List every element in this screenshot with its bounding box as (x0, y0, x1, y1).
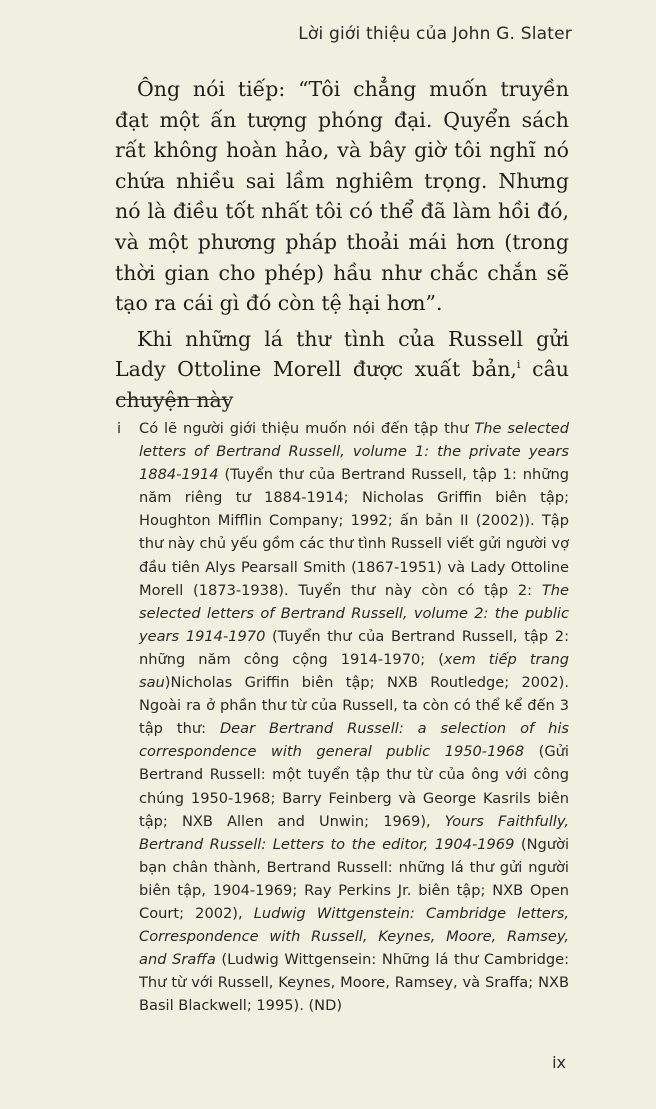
running-head: Lời giới thiệu của John G. Slater (298, 24, 572, 44)
page-number: ix (552, 1053, 566, 1072)
footnote-reference: i (516, 358, 521, 372)
body-paragraph (115, 324, 569, 416)
footnote-segment: (Ludwig Wittgensein: Những lá thư Cambridge: Thư từ với Russell, Keynes, Moore, Ramsey, và Sraffa; NXB Basil Blackwell; 1995). (ND) (139, 951, 569, 1015)
footnote-segment-italic: Ludwig Wittgenstein: Cambridge letters, Correspondence with Russell, Keynes, Moore, Ramsey, and Sraffa (139, 904, 569, 969)
footnote-segment-italic: xem tiếp trang sau (139, 650, 569, 692)
paragraph-text: câu chuyện này (115, 357, 569, 412)
footnote-segment: (Gửi Bertrand Russell: một tuyển tập thư từ của ông với công chúng 1950-1968; Barry Feinberg và George Kasrils biên tập; NXB Allen and Unwin; 1969), (139, 743, 569, 830)
footnote-segment: (Tuyển thư của Bertrand Russell, tập 1: những năm riêng tư 1884-1914; Nicholas Griffin biên tập; Houghton Mifflin Company; 1992; ấn bản II (2002)). Tập thư này chủ yếu gồm các thư tình Russell viết gửi người vợ đầu tiên Alys Pearsall Smith (1867-1951) và Lady Ottoline Morell (1873-1938). Tuyển thư này còn có tập 2: (139, 466, 569, 599)
footnote-segment: )Nicholas Griffin biên tập; NXB Routledge; 2002). Ngoài ra ở phần thư từ của Russell, ta còn có thể kể đến 3 tập thư: (139, 674, 569, 738)
footnote-divider (117, 399, 229, 400)
body-paragraph: Ông nói tiếp: “Tôi chẳng muốn truyền đạt một ấn tượng phóng đại. Quyển sách rất không hoàn hảo, và bây giờ tôi nghĩ nó chứa nhiều sai lầm nghiêm trọng. Nhưng nó là điều tốt nhất tôi có thể đã làm hồi đó, và một phương pháp thoải mái hơn (trong thời gian cho phép) hầu như chắc chắn sẽ tạo ra cái gì đó còn tệ hại hơn”. (115, 77, 569, 316)
paragraph-text: Khi những lá thư tình của Russell gửi Lady Ottoline Morell được xuất bản, (115, 326, 569, 382)
footnote-segment-italic: Yours Faithfully, Bertrand Russell: Letters to the editor, 1904-1969 (139, 812, 569, 853)
footnote-segment-italic: The selected letters of Bertrand Russell, volume 2: the public years 1914-1970 (139, 581, 569, 645)
footnote-segment: (Người bạn chân thành, Bertrand Russell: những lá thư gửi người biên tập, 1904-1969; Ray Perkins Jr. biên tập; NXB Open Court; 2002), (139, 835, 569, 922)
main-text (115, 74, 569, 416)
footnote-segment: Có lẽ người giới thiệu muốn nói đến tập thư (139, 420, 475, 437)
footnote-segment-italic: The selected letters of Bertrand Russell, volume 1: the private years 1884-1914 (139, 420, 569, 484)
footnote-text (139, 417, 569, 1017)
footnote-segment-italic: Dear Bertrand Russell: a selection of his correspondence with general public 1950-1968 (139, 720, 569, 761)
footnote-marker: i (117, 420, 122, 437)
footnote (117, 417, 569, 1017)
footnote-segment: (Tuyển thư của Bertrand Russell, tập 2: những năm công cộng 1914-1970; ( (139, 627, 569, 668)
